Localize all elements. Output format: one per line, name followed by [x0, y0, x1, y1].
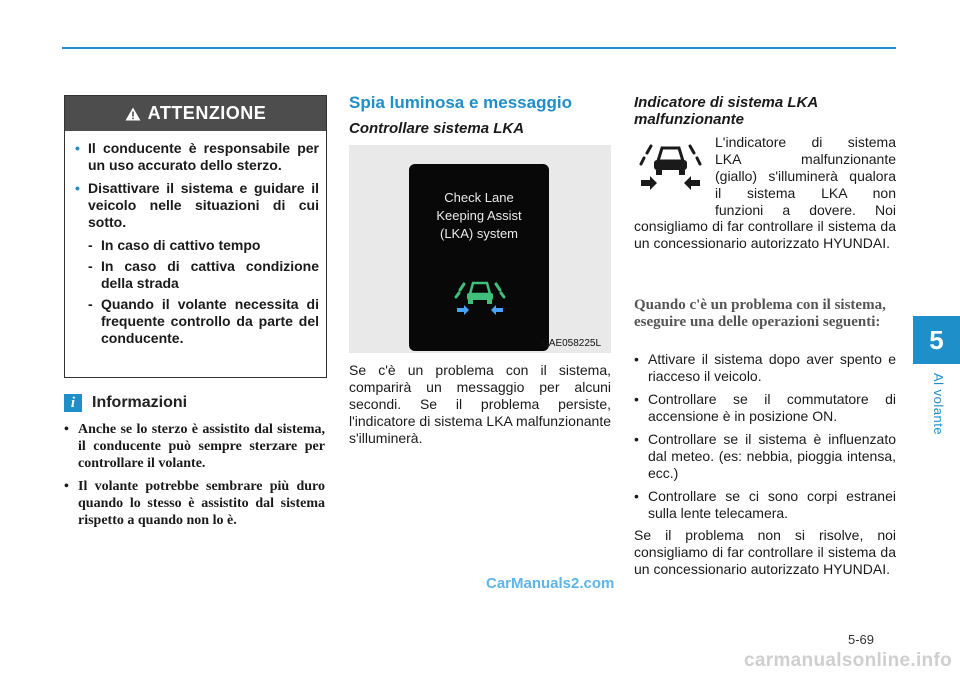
cluster-screen — [409, 164, 549, 351]
wrap-line: LKA malfunzionante — [715, 151, 896, 167]
info-list — [64, 421, 325, 535]
malfunction-continuation: consigliamo di far controllare il sistema da un concessionario autorizzato HYUNDAI. — [634, 218, 896, 251]
warning-box — [64, 95, 327, 378]
malfunction-title: Indicatore di sistema LKA malfunzionante — [634, 94, 818, 128]
chapter-tab[interactable]: 5 — [913, 316, 960, 364]
wrap-line: il sistema LKA non — [715, 185, 896, 201]
image-code: OAE058225L — [541, 338, 602, 349]
lka-malfunction-icon — [634, 140, 707, 197]
bullet-dot-icon: • — [75, 140, 80, 156]
warning-body — [65, 131, 326, 347]
wrap-line: (giallo) s'illuminerà qualora — [715, 168, 896, 184]
list-item: • Controllare se ci sono corpi estranei sulla lente telecamera. — [634, 488, 896, 521]
warning-triangle-icon — [125, 107, 141, 121]
list-item: • Anche se lo sterzo è assistito dal sistema, il conducente può sempre sterzare per controllare il volante. — [64, 422, 325, 471]
chapter-label: Al volante — [931, 372, 946, 436]
list-item: • Controllare se il sistema è influenzato dal meteo. (es: nebbia, pioggia intensa, ecc.) — [634, 431, 896, 481]
list-item: • Attivare il sistema dopo aver spento e riacceso il veicolo. — [634, 351, 896, 384]
bullet-dot-icon: • — [634, 488, 639, 504]
header-rule — [62, 47, 896, 49]
section-paragraph: Se c'è un problema con il sistema, comparirà un messaggio per alcuni secondi. Se il problema persiste, l'indicatore di sistema LKA malfunzionante s'illuminerà. — [349, 362, 611, 446]
cluster-message: Check Lane Keeping Assist (LKA) system — [436, 190, 522, 241]
info-title: Informazioni — [92, 394, 188, 411]
bullet-dot-icon: • — [634, 431, 639, 447]
bullet-dot-icon: • — [75, 180, 80, 196]
bullet-dot-icon: • — [64, 479, 69, 494]
warning-title: ATTENZIONE — [147, 103, 267, 123]
wrap-line: funzioni a dovere. Noi — [715, 202, 896, 218]
bullet-dot-icon: • — [634, 391, 639, 407]
warning-sub-item: - Quando il volante necessita di frequente controllo da parte del conducente. — [88, 296, 319, 346]
lka-lane-car-icon — [453, 272, 507, 318]
cluster-display-image — [349, 145, 611, 353]
section-subtitle: Controllare sistema LKA — [349, 120, 525, 137]
warning-bullet: • Disattivare il sistema e guidare il veicolo nelle situazioni di cui sotto. — [75, 180, 319, 230]
list-item: • Il volante potrebbe sembrare più duro quando lo stesso è assistito dal sistema rispetto a quando non lo è. — [64, 479, 325, 528]
footer-watermark: carmanualsonline.info — [744, 650, 952, 671]
info-heading — [64, 394, 187, 412]
warning-sub-item: - In caso di cattiva condizione della strada — [88, 258, 319, 291]
wrap-line: L'indicatore di sistema — [715, 134, 896, 150]
list-item: • Controllare se il commutatore di accensione è in posizione ON. — [634, 391, 896, 424]
malfunction-question: Quando c'è un problema con il sistema, eseguire una delle operazioni seguenti: — [634, 297, 886, 330]
bullet-dot-icon: • — [634, 351, 639, 367]
warning-bullet: • Il conducente è responsabile per un uso accurato dello sterzo. — [75, 140, 319, 173]
bullet-dot-icon: • — [64, 422, 69, 437]
section-title: Spia luminosa e messaggio — [349, 93, 572, 112]
page-number: 5-69 — [848, 632, 875, 647]
info-icon: i — [64, 394, 82, 412]
closing-paragraph: Se il problema non si risolve, noi consigliamo di far controllare il sistema da un concessionario autorizzato HYUNDAI. — [634, 527, 896, 577]
watermark-link[interactable]: CarManuals2.com — [486, 575, 615, 592]
warning-header — [65, 96, 326, 131]
steps-list — [634, 351, 896, 528]
warning-sub-item: - In caso di cattivo tempo — [88, 237, 261, 253]
